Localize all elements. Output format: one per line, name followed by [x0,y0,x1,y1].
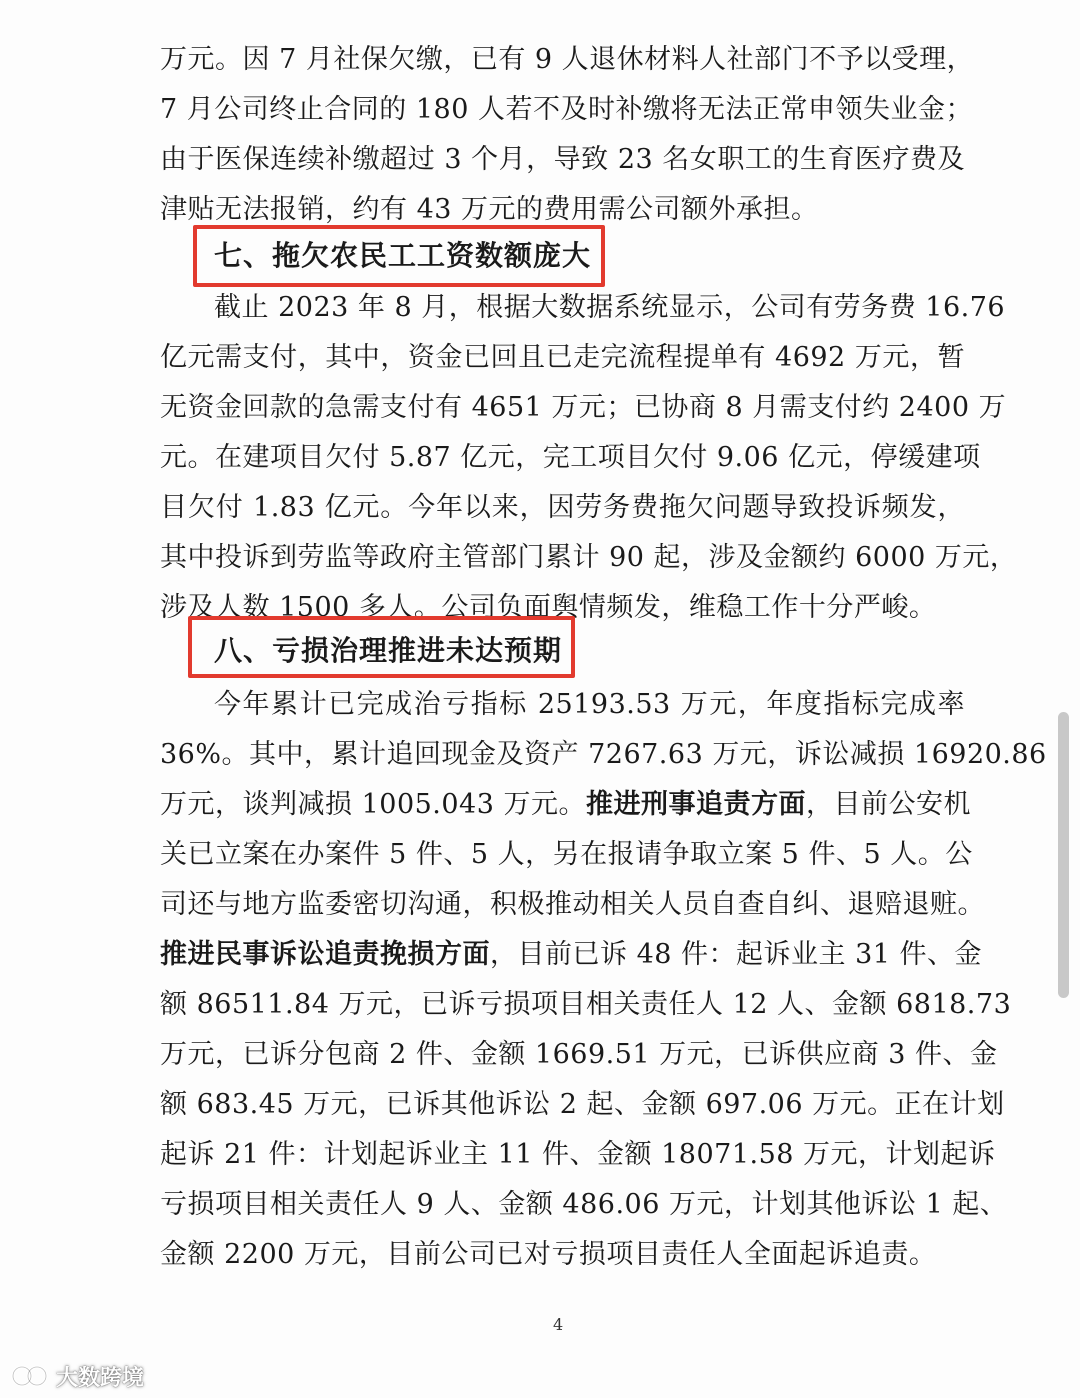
body-text-line: 万元。因 7 月社保欠缴，已有 9 人退休材料人社部门不予以受理， [160,44,975,75]
body-text-segment: 万元，谈判减损 1005.043 万元。 [160,789,586,820]
body-text-line: 涉及人数 1500 多人。公司负面舆情频发，维稳工作十分严峻。 [160,592,937,623]
body-text-line: 起诉 21 件：计划起诉业主 11 件、金额 18071.58 万元，计划起诉 [160,1139,996,1170]
section-7-heading: 七、拖欠农民工工资数额庞大 [214,239,592,272]
bold-subheading: 推进民事诉讼追责挽损方面 [160,939,490,970]
body-text-line: 津贴无法报销，约有 43 万元的费用需公司额外承担。 [160,194,819,225]
body-text-line: 额 86511.84 万元，已诉亏损项目相关责任人 12 人、金额 6818.73 [160,989,1012,1020]
body-text-line [160,937,983,977]
body-text-line: 亿元需支付，其中，资金已回且已走完流程提单有 4692 万元，暂 [160,342,965,373]
section-8-heading: 八、亏损治理推进未达预期 [214,634,563,667]
double-circle-logo-icon [10,1363,50,1389]
body-text-line: 目欠付 1.83 亿元。今年以来，因劳务费拖欠问题导致投诉频发， [160,492,965,523]
body-text-line: 今年累计已完成治亏指标 25193.53 万元，年度指标完成率 [214,689,965,720]
body-text-line: 截止 2023 年 8 月，根据大数据系统显示，公司有劳务费 16.76 [214,292,1006,323]
bold-subheading: 推进刑事追责方面 [586,789,806,820]
body-text-line: 额 683.45 万元，已诉其他诉讼 2 起、金额 697.06 万元。正在计划 [160,1089,1005,1120]
body-text-line [160,787,971,827]
watermark [10,1360,144,1392]
body-text-line: 亏损项目相关责任人 9 人、金额 486.06 万元，计划其他诉讼 1 起、 [160,1189,1008,1220]
watermark-text: 大数跨境 [56,1365,145,1391]
body-text-line: 无资金回款的急需支付有 4651 万元；已协商 8 月需支付约 2400 万 [160,392,1007,423]
body-text-line: 金额 2200 万元，目前公司已对亏损项目责任人全面起诉追责。 [160,1239,937,1270]
vertical-scrollbar[interactable] [1058,712,1069,998]
body-text-line: 万元，已诉分包商 2 件、金额 1669.51 万元，已诉供应商 3 件、金 [160,1039,998,1070]
body-text-line: 司还与地方监委密切沟通，积极推动相关人员自查自纠、退赔退赃。 [160,889,985,920]
body-text-line: 由于医保连续补缴超过 3 个月，导致 23 名女职工的生育医疗费及 [160,144,965,175]
body-text-segment: ，目前公安机 [806,789,971,820]
body-text-line: 36%。其中，累计追回现金及资产 7267.63 万元，诉讼减损 16920.86 [160,739,1047,770]
body-text-line: 7 月公司终止合同的 180 人若不及时补缴将无法正常申领失业金； [160,94,973,125]
body-text-line: 其中投诉到劳监等政府主管部门累计 90 起，涉及金额约 6000 万元， [160,542,1018,573]
body-text-line: 元。在建项目欠付 5.87 亿元，完工项目欠付 9.06 亿元，停缓建项 [160,442,981,473]
body-text-line: 关已立案在办案件 5 件、5 人，另在报请争取立案 5 件、5 人。公 [160,839,973,870]
page-number: 4 [553,1315,564,1334]
body-text-segment: ，目前已诉 48 件：起诉业主 31 件、金 [490,939,983,970]
